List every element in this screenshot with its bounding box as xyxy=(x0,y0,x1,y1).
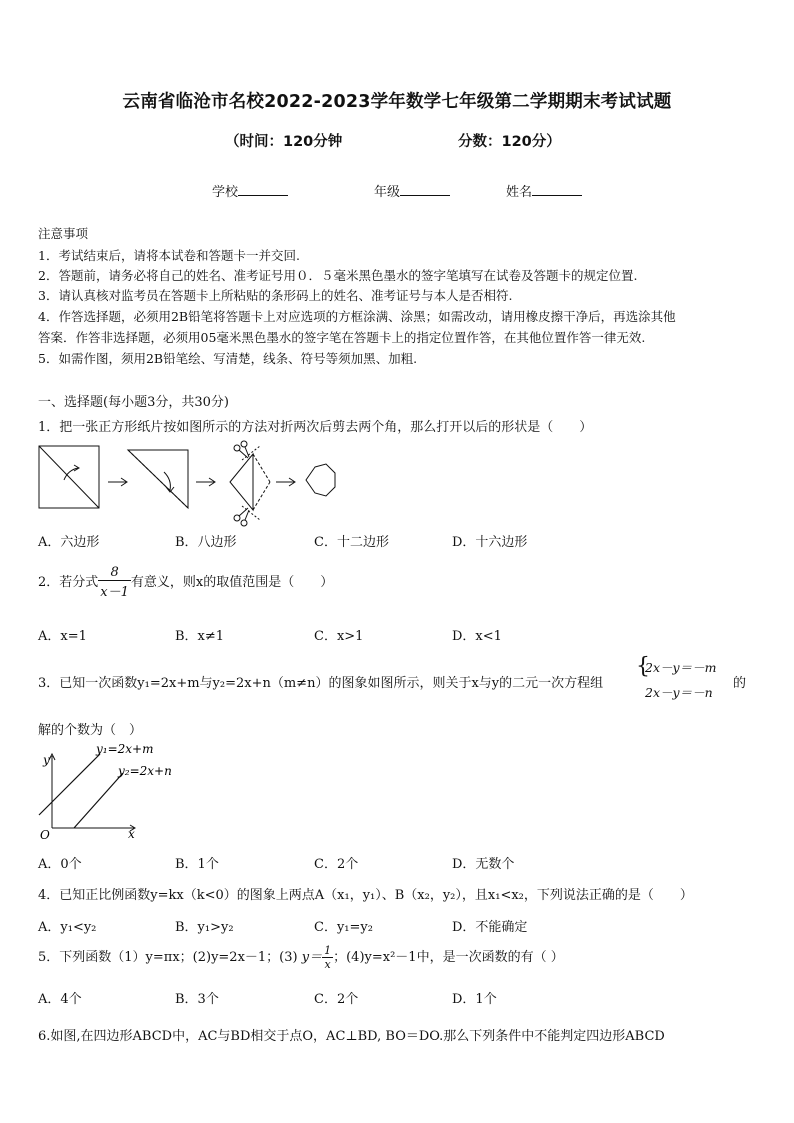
q2-fraction: $\frac{8}{x-1}$ xyxy=(100,565,129,600)
note-item: 2．答题前，请务必将自己的姓名、准考证号用０．５毫米黑色墨水的签字笔填写在试卷及答题卡的规定位置. xyxy=(38,268,638,283)
grade-field: 年级 xyxy=(374,181,450,200)
q3-option-b: B．1个 xyxy=(175,857,219,872)
question-4-stem: 4．已知正比例函数y=kx（k<0）的图象上两点A（x₁，y₁）、B（x₂，y₂），且x₁<x₂，下列说法正确的是（ ） xyxy=(38,888,693,903)
x-axis-label: x xyxy=(128,827,135,841)
note-item: 1．考试结束后，请将本试卷和答题卡一并交回. xyxy=(38,248,300,263)
question-1-stem: 1．把一张正方形纸片按如图所示的方法对折两次后剪去两个角，那么打开以后的形状是（ ） xyxy=(38,420,593,435)
note-item: 3．请认真核对监考员在答题卡上所粘贴的条形码上的姓名、准考证号与本人是否相符. xyxy=(38,288,513,303)
q5-option-a: A．4个 xyxy=(38,992,82,1007)
note-item: 答案．作答非选择题，必须用05毫米黑色墨水的签字笔在答题卡上的指定位置作答，在其他位置作答一律无效. xyxy=(38,330,646,345)
page-title: 云南省临沧市名校2022-2023学年数学七年级第二学期期末考试试题 xyxy=(122,92,672,112)
q5-option-b: B．3个 xyxy=(175,992,219,1007)
q1-option-b: B．八边形 xyxy=(175,535,237,550)
q2-option-a: A．x=1 xyxy=(38,629,87,644)
note-item: 5．如需作图，须用2B铅笔绘、写清楚，线条、符号等须加黑、加粗. xyxy=(38,351,418,366)
exam-score: 分数：120分） xyxy=(458,134,561,150)
q3-equation-2: 2x－y＝－n xyxy=(645,685,713,700)
q3-function-graph xyxy=(30,738,190,842)
line-2-label: y₂=2x+n xyxy=(118,764,172,778)
q1-option-a: A．六边形 xyxy=(38,535,100,550)
q3-option-d: D．无数个 xyxy=(452,857,515,872)
q2-option-d: D．x<1 xyxy=(452,629,502,644)
name-field: 姓名 xyxy=(506,181,582,200)
system-brace: { xyxy=(636,654,650,679)
q1-option-d: D．十六边形 xyxy=(452,535,528,550)
q3-option-c: C．2个 xyxy=(314,857,359,872)
section-heading: 一、选择题(每小题3分，共30分) xyxy=(38,395,229,410)
q3-equation-1: 2x－y＝－m xyxy=(645,660,717,675)
q2-option-b: B．x≠1 xyxy=(175,629,225,644)
notes-heading: 注意事项 xyxy=(38,226,89,241)
question-2-stem: 2．若分式 $\frac{8}{x-1}$ 有意义，则x的取值范围是（ ） xyxy=(38,565,334,600)
q5-fraction: $\frac{1}{x}$ xyxy=(324,944,332,971)
exam-time: （时间：120分钟 xyxy=(225,134,343,150)
question-6-stem: 6.如图,在四边形ABCD中，AC与BD相交于点O，AC⊥BD, BO＝DO.那么下列条件中不能判定四边形ABCD xyxy=(38,1029,665,1044)
q3-tail: 的 xyxy=(733,676,747,691)
q5-option-d: D．1个 xyxy=(452,992,497,1007)
q1-option-c: C．十二边形 xyxy=(314,535,389,550)
q4-option-a: A．y₁<y₂ xyxy=(38,920,97,935)
origin-label: O xyxy=(40,828,50,842)
q4-option-c: C．y₁=y₂ xyxy=(314,920,373,935)
school-field: 学校 xyxy=(212,181,288,200)
question-5-stem: 5．下列函数（1）y=πx；(2)y=2x－1；(3) y＝ $\frac{1}{x}$ ；(4)y=x²－1中，是一次函数的有（ ） xyxy=(38,944,564,971)
q4-option-b: B．y₁>y₂ xyxy=(175,920,234,935)
q5-option-c: C．2个 xyxy=(314,992,359,1007)
question-3-stem: 3．已知一次函数y₁=2x+m与y₂=2x+n（m≠n）的图象如图所示，则关于x与y的二元一次方程组 xyxy=(38,676,604,691)
note-item: 4．作答选择题，必须用2B铅笔将答题卡上对应选项的方框涂满、涂黑；如需改动，请用橡皮擦干净后，再选涂其他 xyxy=(38,309,676,324)
q1-folding-figure xyxy=(36,440,356,528)
q4-option-d: D．不能确定 xyxy=(452,920,528,935)
q3-option-a: A．0个 xyxy=(38,857,82,872)
question-3-stem-cont: 解的个数为（ ） xyxy=(38,723,143,738)
line-1-label: y₁=2x+m xyxy=(96,742,154,756)
y-axis-label: y xyxy=(43,753,50,767)
q2-option-c: C．x>1 xyxy=(314,629,364,644)
